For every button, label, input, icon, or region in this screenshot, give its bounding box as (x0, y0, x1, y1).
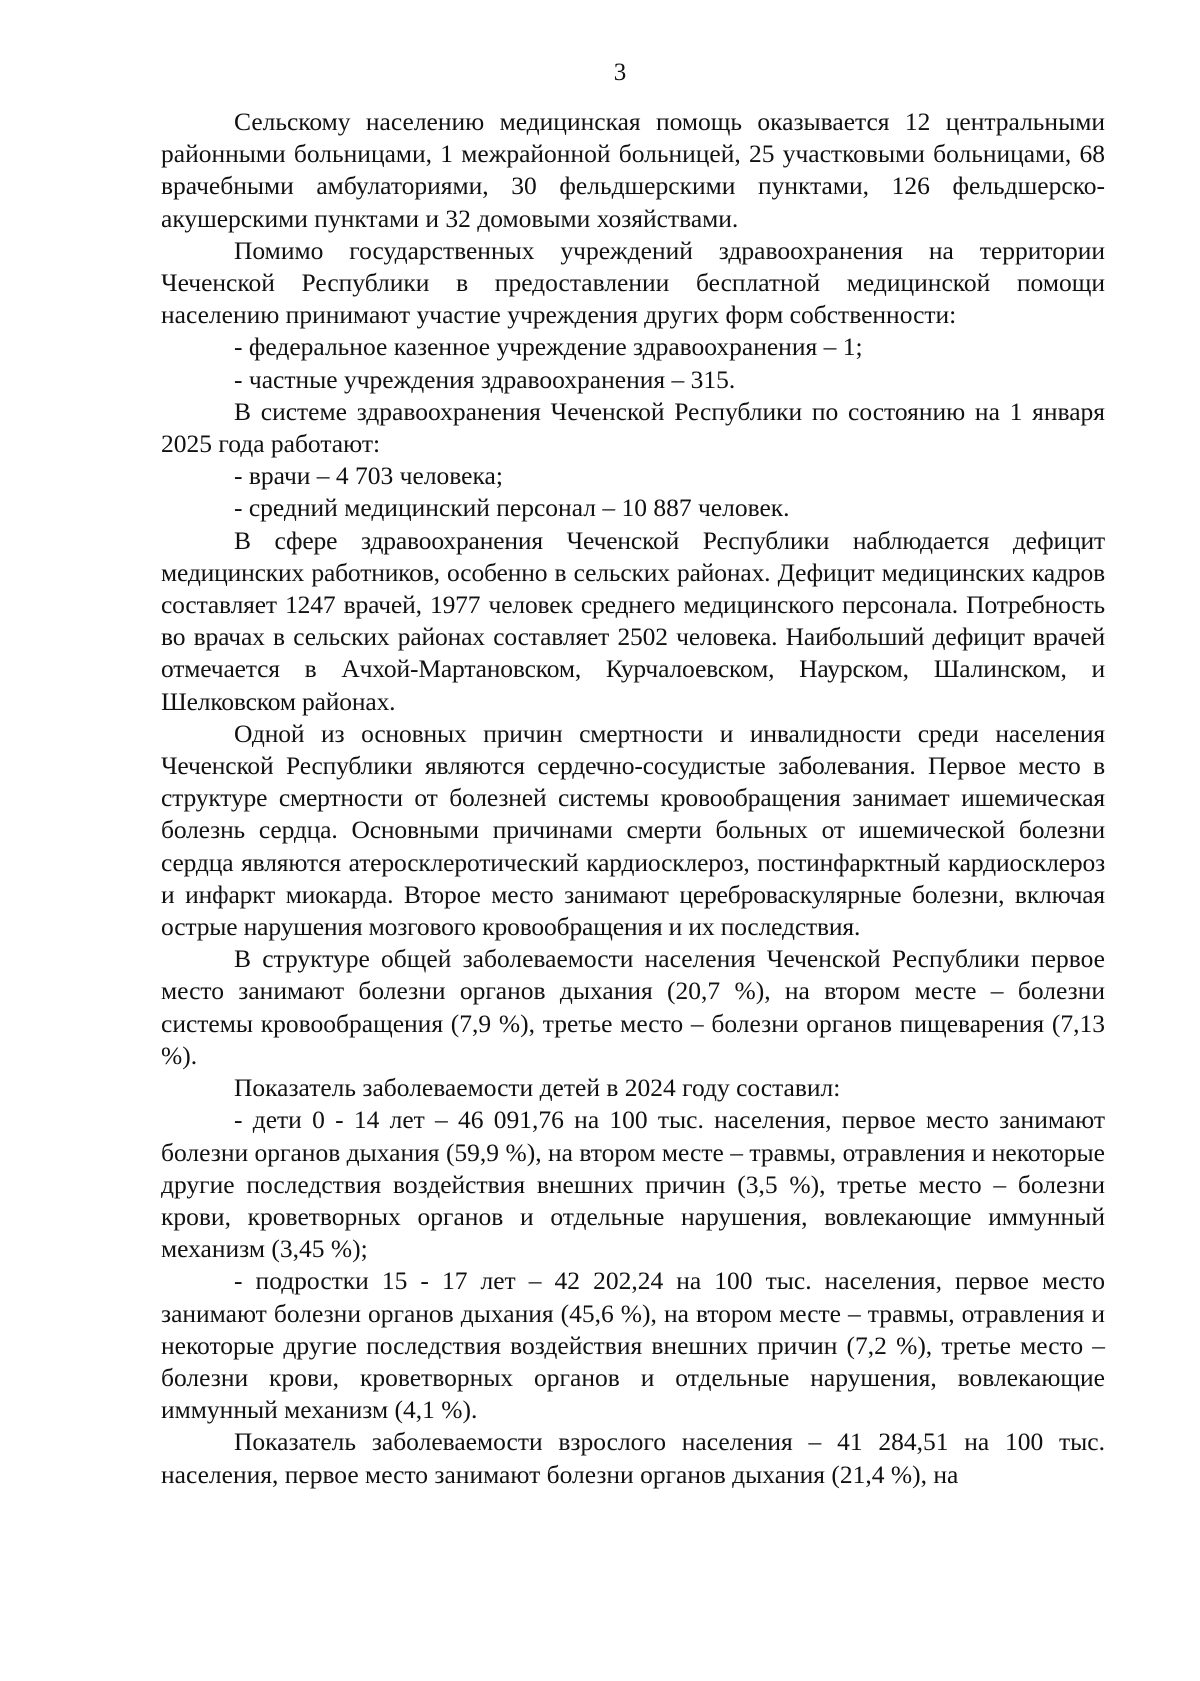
list-item-teenagers-15-17: - подростки 15 - 17 лет – 42 202,24 на 100 тыс. населения, первое место занимают болезни органов дыхания (45,6 %), на втором месте – травмы, отравления и некоторые другие последствия воздействия внешних причин (7,2 %), третье место – болезни крови, кроветворных органов и отдельные нарушения, вовлекающие иммунный механизм (4,1 %). (161, 1266, 1105, 1425)
paragraph-rural-care: Сельскому населению медицинская помощь оказывается 12 центральными районными больницами, 1 межрайонной больницей, 25 участковыми больницами, 68 врачебными амбулаториями, 30 фельдшерскими пунктами, 126 фельдшерско-акушерскими пунктами и 32 домовыми хозяйствами. (161, 107, 1105, 233)
paragraph-staff-intro: В системе здравоохранения Чеченской Республики по состоянию на 1 января 2025 года работают: (161, 396, 1105, 459)
paragraph-children-morbidity-intro: Показатель заболеваемости детей в 2024 году составил: (234, 1073, 841, 1103)
paragraph-staff-deficit: В сфере здравоохранения Чеченской Республики наблюдается дефицит медицинских работников, особенно в сельских районах. Дефицит медицинских кадров составляет 1247 врачей, 1977 человек среднего медицинского персонала. Потребность во врачах в сельских районах составляет 2502 человека. Наибольший дефицит врачей отмечается в Ачхой-Мартановском, Курчалоевском, Наурском, Шалинском, и Шелковском районах. (161, 525, 1105, 716)
paragraph-mortality-causes: Одной из основных причин смертности и инвалидности среди населения Чеченской Республики являются сердечно-сосудистые заболевания. Первое место в структуре смертности от болезней системы кровообращения занимает ишемическая болезнь сердца. Основными причинами смерти больных от ишемической болезни сердца являются атеросклеротический кардиосклероз, постинфарктный кардиосклероз и инфаркт миокарда. Второе место занимают цереброваскулярные болезни, включая острые нарушения мозгового кровообращения и их последствия. (161, 718, 1105, 942)
paragraph-adult-morbidity: Показатель заболеваемости взрослого населения – 41 284,51 на 100 тыс. населения, первое место занимают болезни органов дыхания (21,4 %), на (161, 1427, 1105, 1489)
paragraph-general-morbidity: В структуре общей заболеваемости населения Чеченской Республики первое место занимают болезни органов дыхания (20,7 %), на втором месте – болезни системы кровообращения (7,9 %), третье место – болезни органов пищеварения (7,13 %). (161, 944, 1105, 1070)
document-body (161, 106, 1105, 1491)
list-item-children-0-14: - дети 0 - 14 лет – 46 091,76 на 100 тыс. населения, первое место занимают болезни органов дыхания (59,9 %), на втором месте – травмы, отравления и некоторые другие последствия воздействия внешних причин (3,5 %), третье место – болезни крови, кроветворных органов и отдельные нарушения, вовлекающие иммунный механизм (3,45 %); (161, 1105, 1105, 1264)
list-item-doctors: - врачи – 4 703 человека; (234, 461, 503, 491)
paragraph-other-institutions: Помимо государственных учреждений здравоохранения на территории Чеченской Республики в предоставлении бесплатной медицинской помощи населению принимают участие учреждения других форм собственности: (161, 235, 1105, 330)
list-item-nurses: - средний медицинский персонал – 10 887 человек. (234, 493, 790, 523)
list-item-federal-institution: - федеральное казенное учреждение здравоохранения – 1; (234, 332, 863, 362)
page-number: 3 (613, 59, 627, 86)
list-item-private-institutions: - частные учреждения здравоохранения – 315. (234, 364, 736, 394)
